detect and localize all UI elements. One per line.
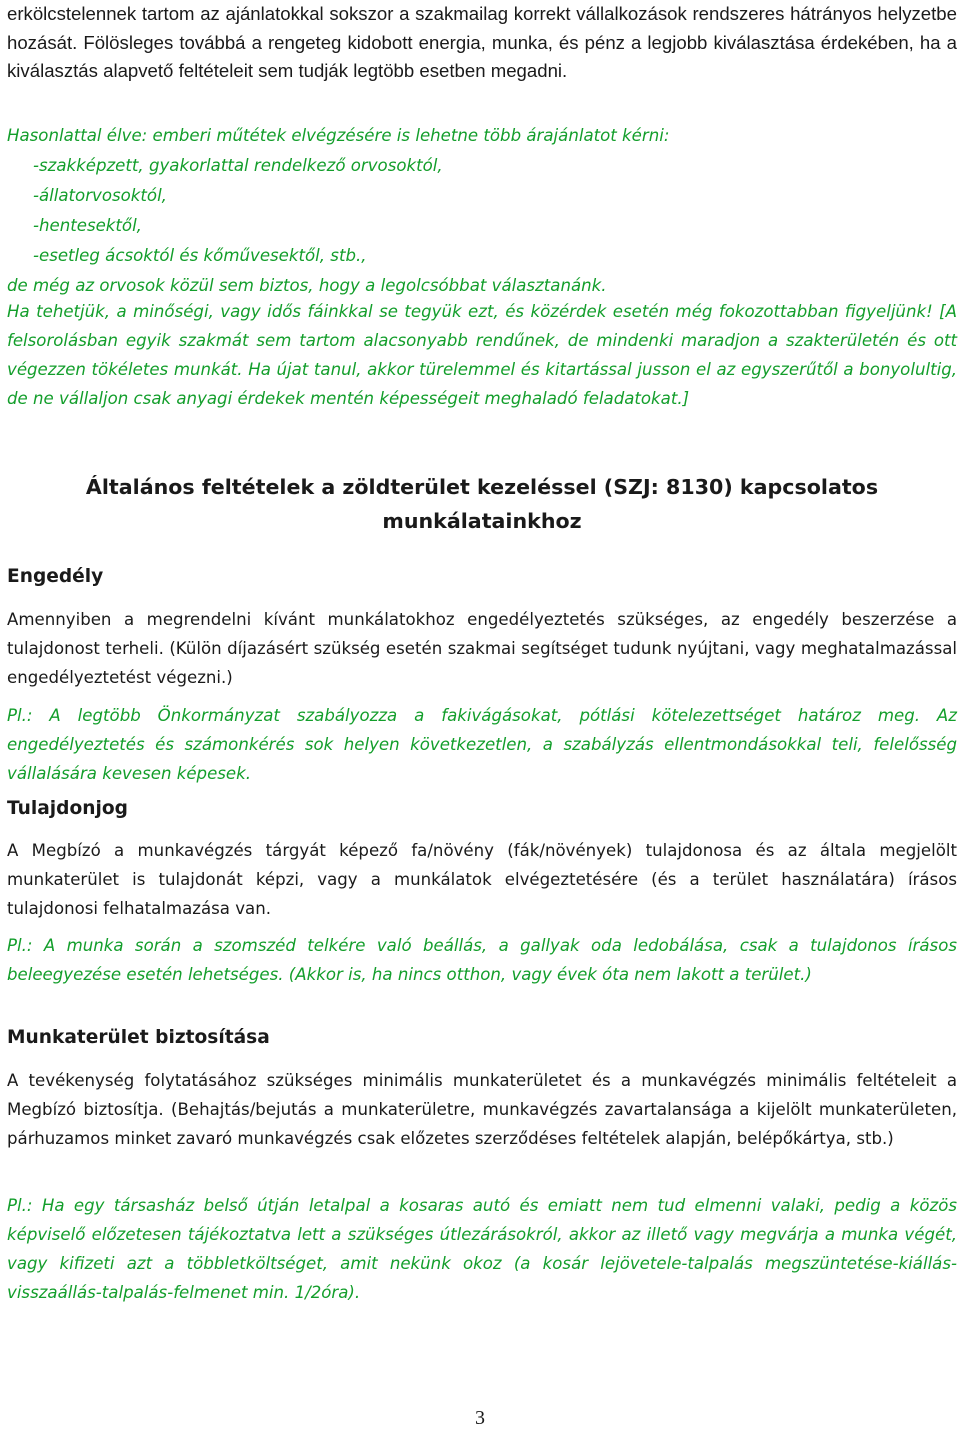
worksite-body: A tevékenység folytatásához szükséges minimális munkaterületet és a munkavégzés minimális feltételeit a Megbízó biztosítja. (Behajtás/bejutás a munkaterületre, munkavégzés zavartalansága a kijelölt munkaterületen, párhuzamos minket zavaró munkavégzés csak előzetes szerződéses feltételek alapján, belépőkártya, stb.) [7, 1071, 957, 1148]
intro-paragraph: erkölcstelennek tartom az ajánlatokkal sokszor a szakmailag korrekt vállalkozások rendszeres hátrányos helyzetbe hozását. Fölösleges továbbá a rengeteg kidobott energia, munka, és pénz a legjobb kiválasztása érdekében, ha a kiválasztás alapvető feltételeit sem tudják legtöbb esetben megadni. [7, 3, 957, 82]
worksite-heading: Munkaterület biztosítása [7, 1027, 270, 1048]
analogy-item: -állatorvosoktól, [33, 186, 167, 205]
permit-example: Pl.: A legtöbb Önkormányzat szabályozza a fakivágásokat, pótlási kötelezettséget határoz meg. Az engedélyeztetés és számonkérés sok helyen következetlen, a szabályzás ellentmondásokkal teli, felelősség vállalására kevesen képesek. [7, 706, 957, 783]
ownership-body: A Megbízó a munkavégzés tárgyát képező fa/növény (fák/növények) tulajdonosa és az általa megjelölt munkaterület is tulajdonát képzi, vagy a munkálatok elvégeztetésére (és a terület használatára) írásos tulajdonosi felhatalmazása van. [7, 841, 957, 918]
worksite-example: Pl.: Ha egy társasház belső útján letalpal a kosaras autó és emiatt nem tud elmenni valaki, pedig a közös képviselő előzetesen tájékoztatva lett a szükséges útlezárásokról, akkor az illető vagy megvárja a munka végét, vagy kifizeti azt a többletköltséget, amit nekünk okoz (a kosár lejövetele-talpalás megszüntetése-kiállás-visszaállás-talpalás-felmenet min. 1/2óra). [7, 1196, 957, 1302]
analogy-item: -szakképzett, gyakorlattal rendelkező orvosoktól, [33, 156, 443, 175]
permit-body: Amennyiben a megrendelni kívánt munkálatokhoz engedélyeztetés szükséges, az engedély beszerzése a tulajdonost terheli. (Külön díjazásért szükség esetén szakmai segítséget tudunk nyújtani, vagy meghatalmazással engedélyeztetést végezni.) [7, 610, 957, 687]
quality-note: Ha tehetjük, a minőségi, vagy idős fáinkkal se tegyük ezt, és közérdek esetén még fokozottabban figyeljünk! [A felsorolásban egyik szakmát sem tartom alacsonyabb rendűnek, de mindenki maradjon a szakterületén és ott végezzen tökéletes munkát. Ha újat tanul, akkor türelemmel és kitartással jusson el az egyszerűtől a bonyolultig, de ne vállaljon csak anyagi érdekek mentén képességeit meghaladó feladatokat.] [7, 302, 957, 408]
analogy-block [7, 121, 957, 301]
main-title-line2: munkálatainkhoz [382, 509, 582, 533]
analogy-item: -hentesektől, [33, 216, 142, 235]
analogy-item: -esetleg ácsoktól és kőművesektől, stb., [33, 246, 367, 265]
ownership-heading: Tulajdonjog [7, 798, 128, 819]
permit-heading: Engedély [7, 566, 104, 587]
analogy-conclusion: de még az orvosok közül sem biztos, hogy a legolcsóbbat választanánk. [7, 276, 607, 295]
main-title [7, 470, 957, 538]
main-title-line1: Általános feltételek a zöldterület kezeléssel (SZJ: 8130) kapcsolatos [85, 475, 879, 499]
page-number: 3 [475, 1407, 485, 1429]
ownership-example: Pl.: A munka során a szomszéd telkére való beállás, a gallyak oda ledobálása, csak a tulajdonos írásos beleegyezése esetén lehetséges. (Akkor is, ha nincs otthon, vagy évek óta nem lakott a terület.) [7, 936, 957, 984]
analogy-lead: Hasonlattal élve: emberi műtétek elvégzésére is lehetne több árajánlatot kérni: [7, 126, 670, 145]
